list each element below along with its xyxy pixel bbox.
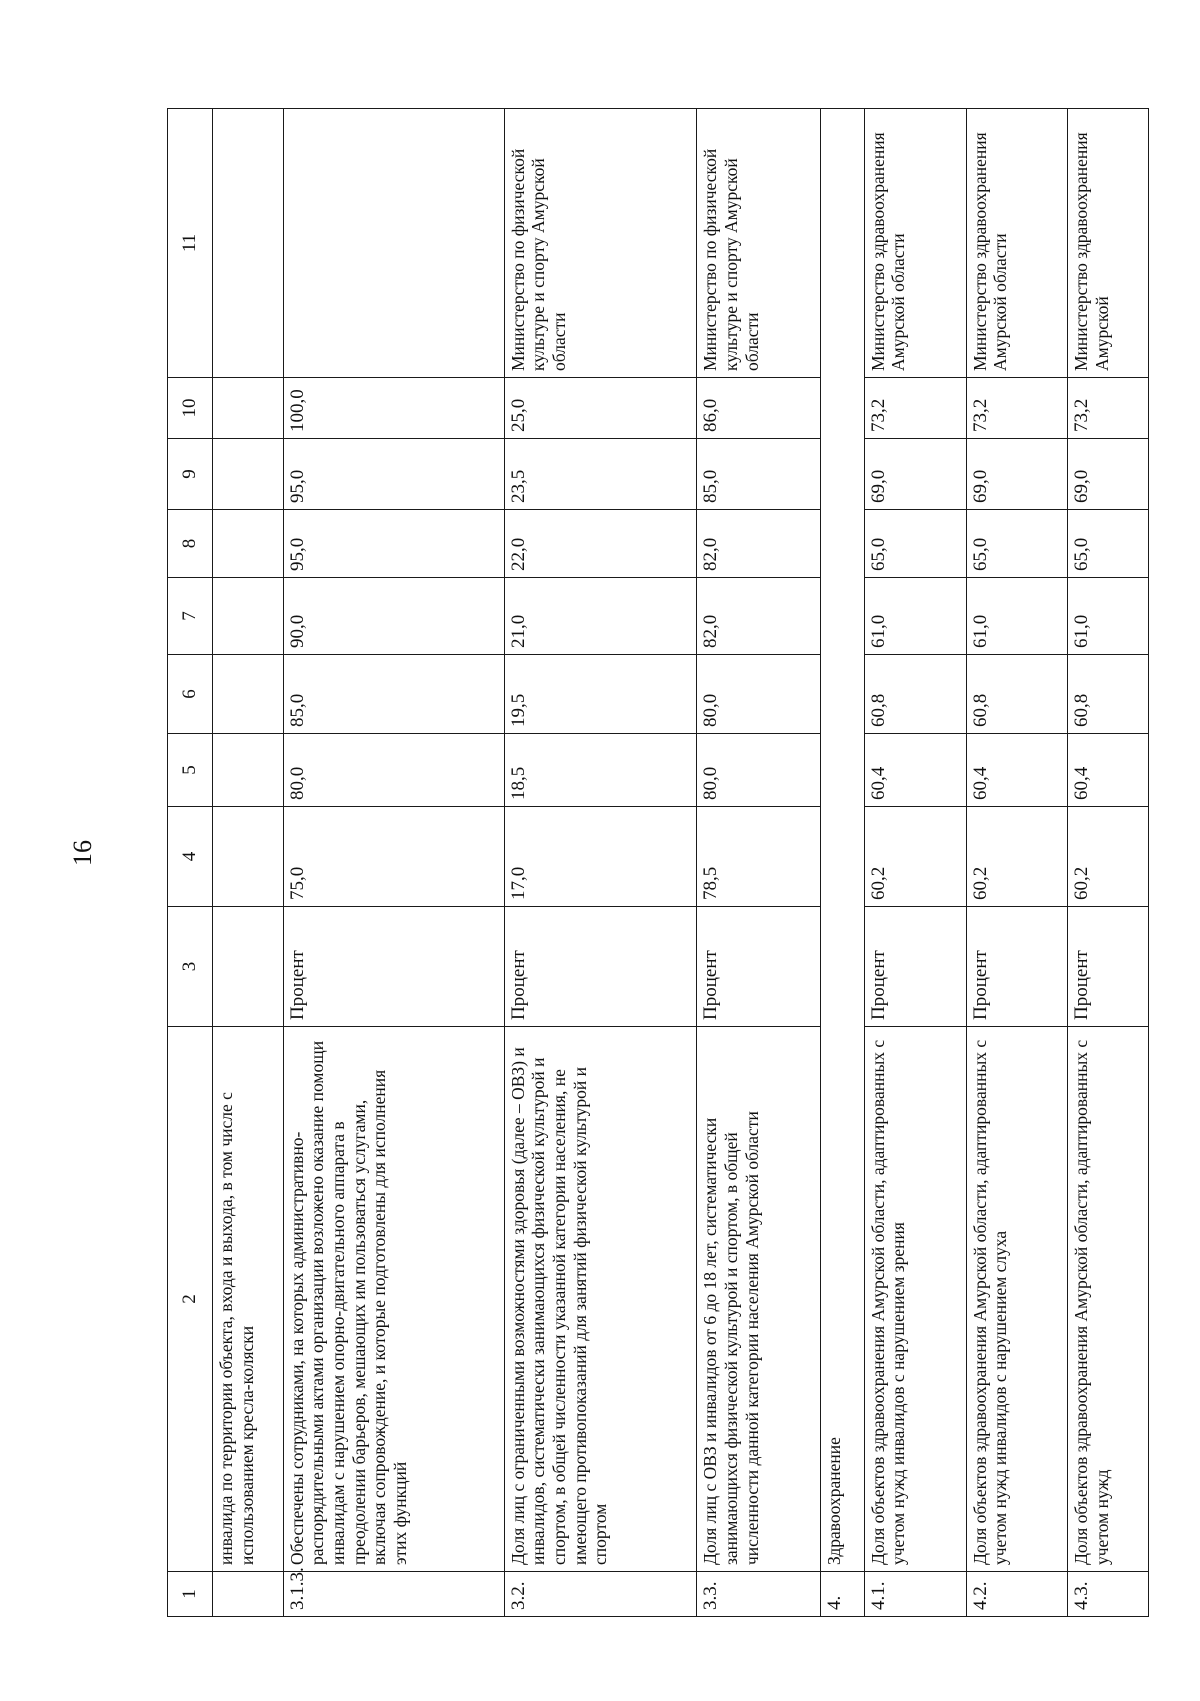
header-cell: 11	[168, 109, 213, 378]
responsible-cell: Министерство по физической культуре и спорту Амурской области	[504, 109, 697, 378]
unit-cell: Процент	[283, 907, 504, 1027]
header-cell: 9	[168, 439, 213, 510]
unit-cell	[213, 907, 284, 1027]
unit-cell: Процент	[1067, 907, 1148, 1027]
value-cell: 60,4	[864, 734, 966, 807]
value-cell: 69,0	[966, 439, 1067, 510]
row-number: 4.2.	[966, 1572, 1067, 1617]
table-row	[283, 109, 504, 1617]
value-cell: 69,0	[1067, 439, 1148, 510]
unit-cell: Процент	[697, 907, 820, 1027]
value-cell: 60,8	[1067, 655, 1148, 734]
value-cell: 65,0	[864, 510, 966, 578]
value-cell: 73,2	[1067, 378, 1148, 439]
unit-cell: Процент	[504, 907, 697, 1027]
value-cell: 61,0	[864, 578, 966, 655]
responsible-cell	[213, 109, 284, 378]
indicator-name: Доля объектов здравоохранения Амурской области, адаптированных с учетом нужд инвалидов с нарушением зрения	[864, 1027, 966, 1572]
unit-cell: Процент	[966, 907, 1067, 1027]
value-cell: 60,2	[864, 807, 966, 907]
header-cell: 8	[168, 510, 213, 578]
value-cell	[213, 439, 284, 510]
value-cell	[213, 655, 284, 734]
header-cell: 6	[168, 655, 213, 734]
unit-cell: Процент	[864, 907, 966, 1027]
value-cell	[213, 510, 284, 578]
responsible-cell: Министерство здравоохранения Амурской области	[966, 109, 1067, 378]
row-number: 3.2.	[504, 1572, 697, 1617]
value-cell: 23,5	[504, 439, 697, 510]
table-row	[697, 109, 820, 1617]
value-cell: 85,0	[283, 655, 504, 734]
value-cell: 18,5	[504, 734, 697, 807]
header-cell: 7	[168, 578, 213, 655]
value-cell: 95,0	[283, 439, 504, 510]
section-number: 4.	[820, 1572, 864, 1617]
responsible-cell: Министерство по физической культуре и спорту Амурской области	[697, 109, 820, 378]
section-row	[820, 109, 864, 1617]
value-cell: 60,2	[966, 807, 1067, 907]
value-cell: 65,0	[1067, 510, 1148, 578]
row-number: 3.1.3.	[283, 1572, 504, 1617]
header-cell: 10	[168, 378, 213, 439]
header-cell: 1	[168, 1572, 213, 1617]
value-cell: 75,0	[283, 807, 504, 907]
value-cell: 25,0	[504, 378, 697, 439]
value-cell: 78,5	[697, 807, 820, 907]
value-cell: 61,0	[966, 578, 1067, 655]
value-cell: 95,0	[283, 510, 504, 578]
page-number: 16	[68, 840, 97, 866]
value-cell: 60,8	[966, 655, 1067, 734]
row-number	[213, 1572, 284, 1617]
header-cell: 4	[168, 807, 213, 907]
value-cell: 65,0	[966, 510, 1067, 578]
value-cell: 80,0	[283, 734, 504, 807]
value-cell: 60,4	[966, 734, 1067, 807]
value-cell: 69,0	[864, 439, 966, 510]
responsible-cell	[283, 109, 504, 378]
row-number: 4.1.	[864, 1572, 966, 1617]
row-number: 4.3.	[1067, 1572, 1148, 1617]
value-cell: 61,0	[1067, 578, 1148, 655]
value-cell: 60,8	[864, 655, 966, 734]
responsible-cell: Министерство здравоохранения Амурской	[1067, 109, 1148, 378]
indicator-name: инвалида по территории объекта, входа и выхода, в том числе с использованием кресла-коляски	[213, 1027, 284, 1572]
value-cell: 85,0	[697, 439, 820, 510]
value-cell: 60,4	[1067, 734, 1148, 807]
value-cell: 73,2	[966, 378, 1067, 439]
header-cell: 5	[168, 734, 213, 807]
table-row	[504, 109, 697, 1617]
indicators-table	[167, 108, 1149, 1617]
value-cell: 82,0	[697, 510, 820, 578]
header-cell: 2	[168, 1027, 213, 1572]
indicator-name: Доля объектов здравоохранения Амурской области, адаптированных с учетом нужд инвалидов с нарушением слуха	[966, 1027, 1067, 1572]
value-cell: 19,5	[504, 655, 697, 734]
value-cell: 17,0	[504, 807, 697, 907]
header-cell: 3	[168, 907, 213, 1027]
value-cell: 22,0	[504, 510, 697, 578]
rotated-table-container	[167, 109, 1149, 1617]
indicator-name: Доля лиц с ограниченными возможностями здоровья (далее – ОВЗ) и инвалидов, систематически занимающихся физической культурой и спортом, в общей численности указанной категории населения, не имеющего противопоказаний для занятий физической культурой и спортом	[504, 1027, 697, 1572]
responsible-cell: Министерство здравоохранения Амурской области	[864, 109, 966, 378]
row-number: 3.3.	[697, 1572, 820, 1617]
value-cell	[213, 807, 284, 907]
value-cell: 86,0	[697, 378, 820, 439]
table-row	[966, 109, 1067, 1617]
table-header-row	[168, 109, 213, 1617]
indicator-name: Доля лиц с ОВЗ и инвалидов от 6 до 18 лет, систематически занимающихся физической культурой и спортом, в общей численности данной категории населения Амурской области	[697, 1027, 820, 1572]
value-cell: 73,2	[864, 378, 966, 439]
table-row	[213, 109, 284, 1617]
section-title: Здравоохранение	[820, 109, 864, 1572]
value-cell	[213, 378, 284, 439]
value-cell: 21,0	[504, 578, 697, 655]
value-cell: 80,0	[697, 734, 820, 807]
value-cell	[213, 734, 284, 807]
value-cell: 90,0	[283, 578, 504, 655]
indicator-name: Обеспечены сотрудниками, на которых административно-распорядительными актами организации возложено оказание помощи инвалидам с нарушением опорно-двигательного аппарата в преодолении барьеров, мешающих им пользоваться услугами, включая сопровождение, и которые подготовлены для исполнения этих функций	[283, 1027, 504, 1572]
value-cell: 100,0	[283, 378, 504, 439]
value-cell: 82,0	[697, 578, 820, 655]
indicator-name: Доля объектов здравоохранения Амурской области, адаптированных с учетом нужд	[1067, 1027, 1148, 1572]
table-row	[1067, 109, 1148, 1617]
value-cell	[213, 578, 284, 655]
value-cell: 60,2	[1067, 807, 1148, 907]
table-row	[864, 109, 966, 1617]
value-cell: 80,0	[697, 655, 820, 734]
